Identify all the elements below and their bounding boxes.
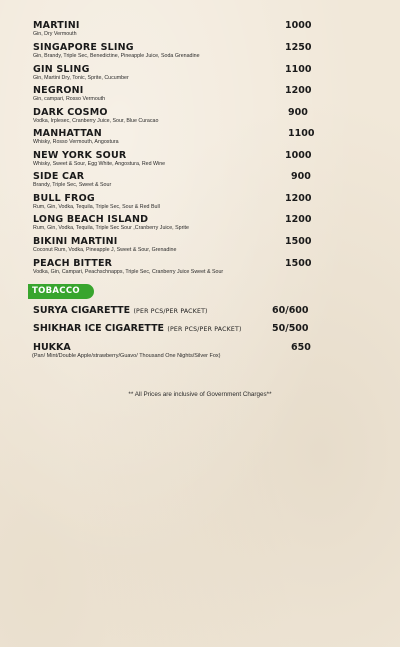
item-description: Whisky, Rosso Vermouth, Angostura [33,139,119,145]
item-price: 60/600 [272,305,309,316]
item-description: Whisky, Sweet & Sour, Egg White, Angostura, Red Wine [33,161,166,167]
item-description: Rum, Gin, Vodka, Tequila, Triple Sec, Sour & Red Bull [33,204,160,210]
item-name-text: HUKKA [33,342,71,353]
item-description: Rum, Gin, Vodka, Tequila, Triple Sec Sour ,Cranberry Juice, Sprite [33,225,189,231]
item-name: MARTINI [33,20,80,31]
menu-item [33,150,323,168]
menu-item [33,20,323,38]
item-description: Vodka, Gin, Campari, Peachschnapps, Triple Sec, Cranberry Juice Sweet & Sour [33,269,224,275]
item-description: Gin, Dry Vermouth [33,31,77,37]
menu-item [33,128,323,146]
item-price: 1100 [288,128,315,139]
item-price: 1100 [285,64,312,75]
item-name: GIN SLING [33,64,90,75]
menu-item [33,64,323,82]
item-price: 1000 [285,150,312,161]
item-price: 1200 [285,85,312,96]
item-description: Gin, Martini Dry, Tonic, Sprite, Cucumber [33,75,129,81]
item-description: Vodka, Irplesec, Cranberry Juice, Sour, Blue Curacao [33,118,159,124]
menu-item [33,85,323,103]
item-name: PEACH BITTER [33,258,113,269]
item-name: BULL FROG [33,193,95,204]
menu-item [33,171,323,189]
item-name: SIDE CAR [33,171,85,182]
item-price: 900 [288,107,308,118]
item-name [33,305,313,317]
item-name: LONG BEACH ISLAND [33,214,149,225]
price-footnote: ** All Prices are inclusive of Government Charges** [128,391,272,398]
menu-item [33,258,323,276]
item-name-text: SHIKHAR ICE CIGARETTE [33,323,165,334]
item-price: 1500 [285,258,312,269]
item-unit: (PER PCS/PER PACKET) [133,308,208,315]
item-description: Gin, campari, Rosso Vermouth [33,96,106,102]
menu-item [33,236,323,254]
item-name [33,323,313,335]
item-name: SINGAPORE SLING [33,42,134,53]
tobacco-item [33,323,313,335]
tobacco-item [33,305,313,317]
item-description: (Pan/ Mint/Double Apple/strawberry/Guavo/ Thousand One Nights/Silver Fox) [32,353,221,359]
item-price: 50/500 [272,323,309,334]
item-description: Brandy, Triple Sec, Sweet & Sour [33,182,112,188]
item-price: 1500 [285,236,312,247]
tobacco-section-badge: TOBACCO [28,284,94,299]
item-price: 1200 [285,214,312,225]
item-description: Coconut Rum, Vodka, Pineapple J, Sweet & Sour, Grenadine [33,247,177,253]
item-price: 1000 [285,20,312,31]
menu-item [33,42,323,60]
item-name: NEW YORK SOUR [33,150,127,161]
item-name: NEGRONI [33,85,84,96]
item-price: 650 [291,342,311,353]
item-name: BIKINI MARTINI [33,236,118,247]
item-name [33,342,313,353]
menu-item [33,214,323,232]
item-price: 1250 [285,42,312,53]
item-price: 900 [291,171,311,182]
tobacco-item [33,342,313,360]
item-price: 1200 [285,193,312,204]
item-description: Gin, Brandy, Triple Sec, Benedictine, Pineapple Juice, Soda Grenadine [33,53,200,59]
item-name-text: SURYA CIGARETTE [33,305,131,316]
item-name: MANHATTAN [33,128,102,139]
menu-item [33,193,323,211]
item-unit: (PER PCS/PER PACKET) [167,326,242,333]
menu-item [33,107,323,125]
item-name: DARK COSMO [33,107,108,118]
